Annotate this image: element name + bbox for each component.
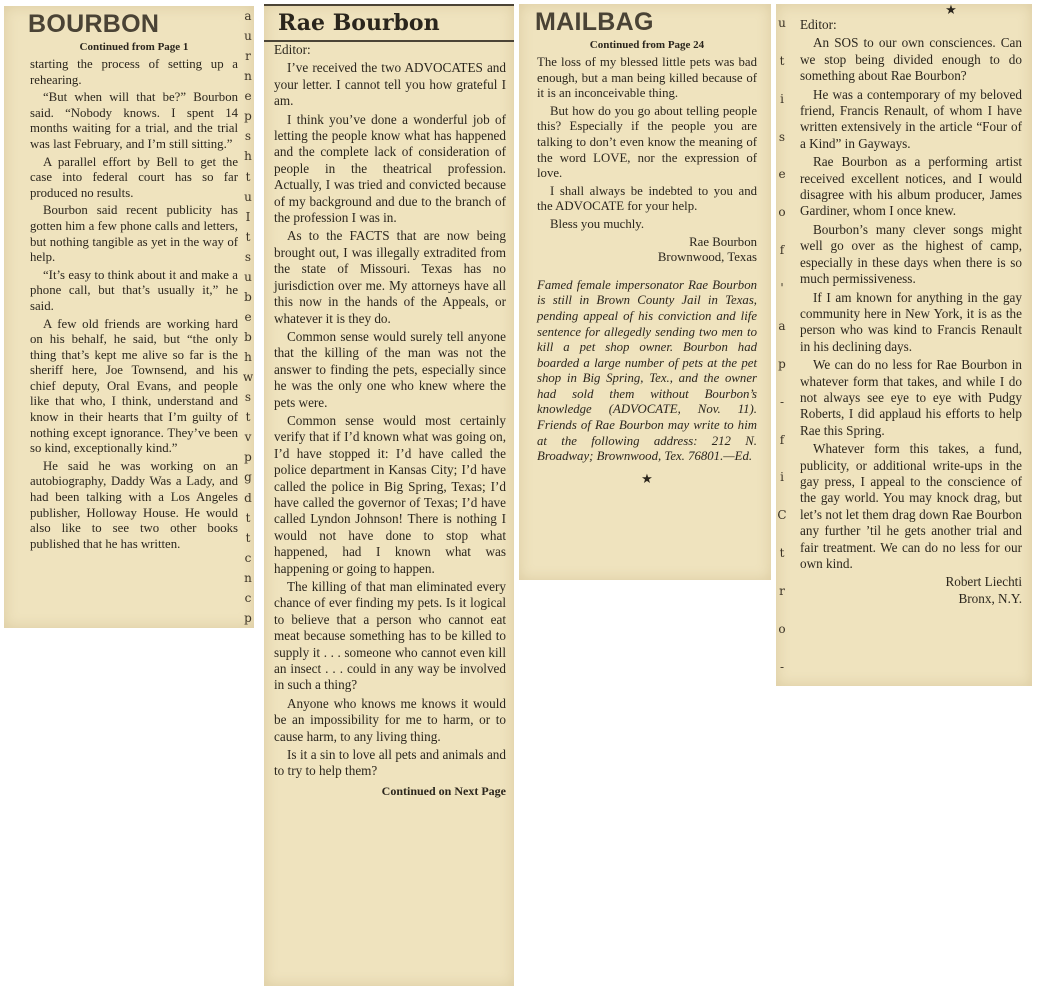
- fragment-letter: u: [244, 29, 252, 44]
- star-ornament: ★: [945, 4, 957, 18]
- fragment-letter: n: [244, 570, 252, 585]
- letter-column: [274, 4, 506, 799]
- fragment-letter: s: [244, 249, 252, 264]
- fragment-letter: v: [244, 430, 252, 445]
- fragment-letter: i: [780, 91, 784, 106]
- fragment-letter: i: [780, 470, 784, 485]
- paragraph: If I am known for anything in the gay community here in New York, it is as the person who was kind to Francis Renault in his declining days.: [800, 289, 1022, 354]
- headline: MAILBAG: [535, 8, 654, 36]
- fragment-letter: r: [779, 584, 785, 599]
- paragraph: Bourbon said recent publicity has gotten him a few phone calls and letters, but nothing tangible as yet in the way of help.: [30, 203, 238, 265]
- paragraph: The loss of my blessed little pets was bad enough, but a man being killed because of it is an inconceivable thing.: [537, 55, 757, 101]
- letter-column: [800, 4, 1022, 607]
- fragment-letter: t: [779, 53, 785, 68]
- adjacent-column-fragment: [242, 6, 254, 628]
- fragment-letter: p: [778, 356, 786, 371]
- editor-note: Famed female impersonator Rae Bourbon is still in Brown County Jail in Texas, pending appeal of his conviction and life sentence for allegedly sending two men to kill a pet shop owner. Bourbon had boarded a large number of pets at the pet shop in Big Spring, Tex., and the owner had sold them without Bourbon’s knowledge (ADVOCATE, Nov. 11). Friends of Rae Bourbon may write to him at the following address: 212 N. Broadway; Brownwood, Tex. 76801.—Ed.: [537, 277, 757, 464]
- fragment-letter: o: [778, 621, 786, 636]
- fragment-letter: t: [245, 169, 251, 184]
- fragment-letter: -: [779, 659, 785, 674]
- fragment-letter: t: [245, 229, 251, 244]
- paragraph: Common sense would surely tell anyone that the killing of the man was not the answer to finding the pets, especially since he was the only one who knew where the pets were.: [274, 328, 506, 410]
- clipping-liechti-letter: [776, 4, 1032, 686]
- fragment-letter: a: [778, 318, 786, 333]
- paragraph: I’ve received the two ADVOCATES and your letter. I cannot tell you how grateful I am.: [274, 60, 506, 109]
- fragment-letter: g: [244, 470, 252, 485]
- paragraph: We can do no less for Rae Bourbon in whatever form that takes, and while I do not always see eye to eye with Pudgy Roberts, I did applaud his efforts to help Rae this Spring.: [800, 357, 1022, 438]
- fragment-letter: h: [244, 350, 252, 365]
- paragraph: He was a contemporary of my beloved friend, Francis Renault, of whom I have written extensively in the article “Four of a Kind” in Gayways.: [800, 86, 1022, 151]
- fragment-letter: n: [244, 69, 252, 84]
- paragraph: Rae Bourbon as a performing artist received excellent notices, and I would disagree with his album producer, James Gardiner, whom I once knew.: [800, 154, 1022, 219]
- paragraph: As to the FACTS that are now being brought out, I was illegally extradited from the state of Missouri. Texas has no jurisdiction over me. My attorneys have all this now in the hands of the Appeals, or whatever it is they do.: [274, 228, 506, 326]
- paragraph: A parallel effort by Bell to get the case into federal court has so far produced no results.: [30, 154, 238, 200]
- paragraph: Common sense would most certainly verify that if I’d known what was going on, I’d have stopped it: I’d have called the police department in Kansas City; I’d have called the police in Big Spring, Texas; I’d have called the governor of Texas; I’d have called Lyndon Johnson! There is nothing I would not have done to stop what happened, had I known what was happening or going to happen.: [274, 412, 506, 576]
- paragraph: Anyone who knows me knows it would be an impossibility for me to harm, or to cause harm, to any living thing.: [274, 695, 506, 744]
- fragment-letter: o: [778, 205, 786, 220]
- fragment-letter: e: [778, 167, 786, 182]
- fragment-letter: f: [779, 432, 785, 447]
- paragraph: Bless you muchly.: [550, 216, 645, 231]
- paragraph: A few old friends are working hard on his behalf, he said, but “the only thing that’s kept me alive so far is the sheriff here, Joe Townsend, and his chief deputy, Oral Evans, and people like that who, I think, understand and know in their hearts that I’m guilty of nothing except ignorance. They’ve been so kind, exceptionally kind.”: [30, 316, 238, 456]
- fragment-letter: h: [244, 149, 252, 164]
- salutation: Editor:: [274, 42, 311, 57]
- fragment-letter: b: [244, 330, 252, 345]
- paragraph: I think you’ve done a wonderful job of letting the people know what has happened and the complete lack of consideration of people in the theatrical profession. Actually, I was tried and convicted because of my background and due to the branch of the profession I was in.: [274, 111, 506, 226]
- fragment-letter: ': [780, 281, 784, 296]
- fragment-letter: p: [244, 450, 252, 465]
- fragment-letter: u: [244, 189, 252, 204]
- adjacent-column-fragment: [776, 4, 788, 686]
- paragraph: starting the process of setting up a rehearing.: [30, 57, 238, 87]
- paragraph: He said he was working on an autobiography, Daddy Was a Lady, and had been talking with a Los Angeles publisher, Holloway House. He would also like to see two other books published that he has written.: [30, 458, 238, 551]
- fragment-letter: t: [245, 510, 251, 525]
- fragment-letter: s: [244, 129, 252, 144]
- paragraph: But how do you go about telling people this? Especially if the people you are talking to don’t even know the meaning of the word LOVE, nor the expression of love.: [537, 103, 757, 181]
- signature-name: Robert Liechti: [945, 574, 1022, 590]
- fragment-letter: c: [244, 590, 252, 605]
- signature-place: Bronx, N.Y.: [958, 590, 1022, 606]
- fragment-letter: s: [244, 390, 252, 405]
- header-rule: [264, 4, 514, 6]
- fragment-letter: e: [244, 309, 252, 324]
- clipping-bourbon: [4, 6, 254, 628]
- fragment-letter: t: [245, 530, 251, 545]
- fragment-letter: w: [242, 370, 254, 385]
- fragment-letter: c: [244, 550, 252, 565]
- fragment-letter: b: [244, 289, 252, 304]
- paragraph: “It’s easy to think about it and make a phone call, but that’s usually it,” he said.: [30, 267, 238, 313]
- headline: BOURBON: [28, 10, 160, 38]
- fragment-letter: p: [244, 109, 252, 124]
- fragment-letter: u: [244, 269, 252, 284]
- fragment-letter: -: [779, 394, 785, 409]
- paragraph: Is it a sin to love all pets and animals and to try to help them?: [274, 747, 506, 779]
- fragment-letter: t: [245, 410, 251, 425]
- signature-name: Rae Bourbon: [689, 234, 757, 249]
- fragment-letter: f: [779, 243, 785, 258]
- continued-on-line: Continued on Next Page: [381, 783, 506, 798]
- fragment-letter: r: [245, 49, 251, 64]
- paragraph: Bourbon’s many clever songs might well go over as the highest of camp, especially in these days when there is so much permissiveness.: [800, 221, 1022, 287]
- fragment-letter: I: [245, 209, 251, 224]
- fragment-letter: d: [244, 490, 252, 505]
- fragment-letter: e: [244, 89, 252, 104]
- paragraph: The killing of that man eliminated every chance of ever finding my pets. Is it logical to believe that a person who cannot eat meat because something has to be killed to supply it . . . someone who cannot even kill an insect . . . could in any way be involved in such a thing?: [274, 579, 506, 693]
- salutation: Editor:: [800, 17, 837, 32]
- article-column: [30, 6, 238, 554]
- clipping-rae-bourbon-letter: [264, 4, 514, 986]
- paragraph: I shall always be indebted to you and the ADVOCATE for your help.: [537, 183, 757, 214]
- clipping-mailbag: [519, 4, 771, 580]
- continued-from-line: Continued from Page 24: [589, 39, 705, 51]
- fragment-letter: a: [244, 9, 252, 24]
- headline: Rae Bourbon: [278, 10, 440, 36]
- paragraph: Whatever form this takes, a fund, publicity, or additional write-ups in the gay press, I appeal to the conscience of the gay world. You may knock drag, but let’s not let them drag down Rae Bourbon any further ’til he gets another trial and fair treatment. We can do no less for our own kind.: [800, 441, 1022, 571]
- fragment-letter: C: [777, 508, 787, 523]
- paragraph: An SOS to our own consciences. Can we stop being divided enough to do something about Rae Bourbon?: [800, 35, 1022, 84]
- letter-column: [537, 4, 757, 486]
- fragment-letter: u: [778, 15, 786, 30]
- continued-from-line: Continued from Page 1: [79, 41, 189, 53]
- paragraph: “But when will that be?” Bourbon said. “Nobody knows. I spent 14 months waiting for a trial, and the trial was last February, and I’m still sitting.”: [30, 90, 238, 151]
- signature-place: Brownwood, Texas: [657, 250, 757, 265]
- fragment-letter: s: [778, 129, 786, 144]
- fragment-letter: p: [244, 610, 252, 625]
- star-ornament: ★: [641, 471, 653, 487]
- fragment-letter: t: [779, 546, 785, 561]
